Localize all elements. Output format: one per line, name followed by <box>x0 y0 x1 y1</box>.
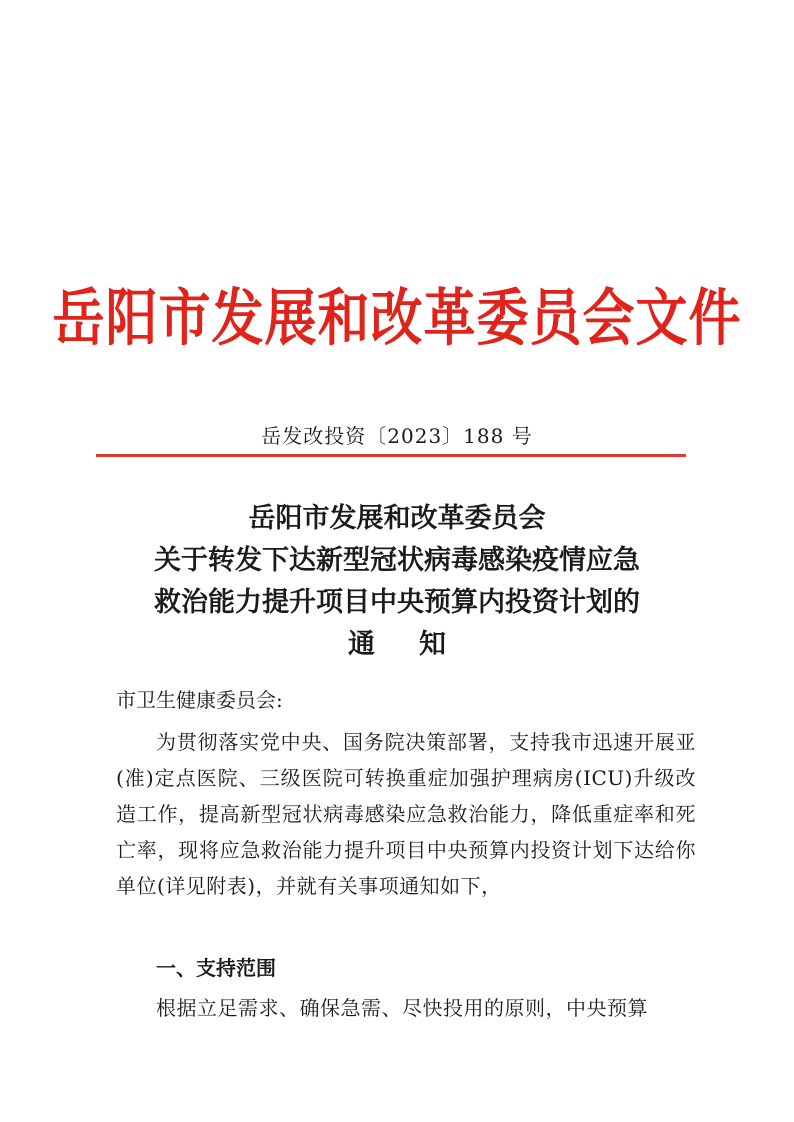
document-title-line: 救治能力提升项目中央预算内投资计划的 <box>154 587 640 618</box>
body-paragraph: 根据立足需求、确保急需、尽快投用的原则，中央预算 <box>156 996 648 1020</box>
red-divider-line <box>96 454 686 457</box>
document-number: 岳发改投资〔2023〕188 号 <box>261 424 533 448</box>
document-title <box>0 498 794 666</box>
document-header-title: 岳阳市发展和改革委员会文件 <box>52 283 742 355</box>
addressee: 市卫生健康委员会: <box>116 688 283 712</box>
document-title-notice: 通知 <box>348 629 490 660</box>
section-heading: 一、支持范围 <box>156 956 276 980</box>
body-paragraph: 为贯彻落实党中央、国务院决策部署，支持我市迅速开展亚(准)定点医院、三级医院可转换重症加强护理病房(ICU)升级改造工作，提高新型冠状病毒感染应急救治能力，降低重症率和死亡率，现将应急救治能力提升项目中央预算内投资计划下达给你单位(详见附表)，并就有关事项通知如下， <box>116 730 696 898</box>
document-title-line: 岳阳市发展和改革委员会 <box>248 503 546 534</box>
document-title-line: 关于转发下达新型冠状病毒感染疫情应急 <box>154 545 640 576</box>
